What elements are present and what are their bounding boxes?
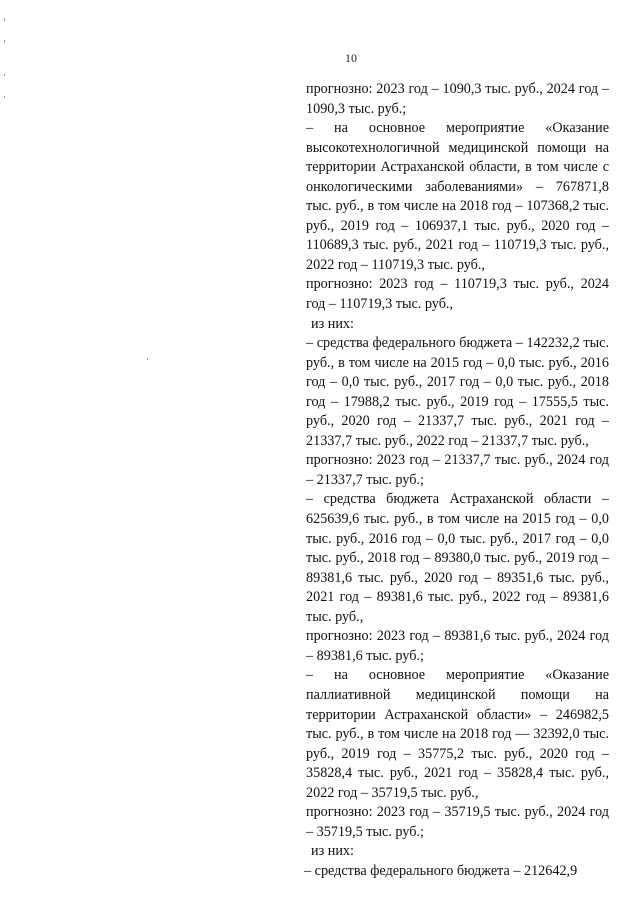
scan-mark <box>147 358 148 360</box>
paragraph: – средства федерального бюджета – 212642,9 <box>304 862 578 879</box>
paragraph: прогнозно: 2023 год – 21337,7 тыс. руб., 2024 год – 21337,7 тыс. руб.; <box>306 452 609 488</box>
paragraph: прогнозно: 2023 год – 1090,3 тыс. руб., 2024 год – 1090,3 тыс. руб.; <box>306 81 609 117</box>
scan-mark <box>4 40 5 43</box>
paragraph: – средства бюджета Астраханской области – 625639,6 тыс. руб., в том числе на 2015 год – 0,0 тыс. руб., 2016 год – 0,0 тыс. руб., 2017 год – 0,0 тыс. руб., 2018 год – 89380,0 тыс. руб., 2019 год – 89381,6 тыс. руб., 2020 год – 89351,6 тыс. руб., 2021 год – 89381,6 тыс. руб., 2022 год – 89381,6 тыс. руб., <box>306 491 609 625</box>
scan-mark <box>4 96 5 98</box>
paragraph: – на основное мероприятие «Оказание паллиативной медицинской помощи на территории Астраханской области» – 246982,5 тыс. руб., в том числе на 2018 год — 32392,0 тыс. руб., 2019 год – 35775,2 тыс. руб., 2020 год – 35828,4 тыс. руб., 2021 год – 35828,4 тыс. руб., 2022 год – 35719,5 тыс. руб., <box>306 667 609 801</box>
paragraph: прогнозно: 2023 год – 35719,5 тыс. руб., 2024 год – 35719,5 тыс. руб.; <box>306 804 609 840</box>
paragraph: – средства федерального бюджета – 142232,2 тыс. руб., в том числе на 2015 год – 0,0 тыс. руб., 2016 год – 0,0 тыс. руб., 2017 год – 0,0 тыс. руб., 2018 год – 17988,2 тыс. руб., 2019 год – 17555,5 тыс. руб., 2020 год – 21337,7 тыс. руб., 2021 год – 21337,7 тыс. руб., 2022 год – 21337,7 тыс. руб., <box>306 335 609 449</box>
list-heading: из них: <box>311 315 354 332</box>
scan-mark <box>4 18 5 21</box>
page-number: 10 <box>345 51 357 65</box>
document-body <box>306 80 609 881</box>
scan-mark <box>4 74 5 76</box>
paragraph: прогнозно: 2023 год – 110719,3 тыс. руб., 2024 год – 110719,3 тыс. руб., <box>306 276 609 313</box>
paragraph: прогнозно: 2023 год – 89381,6 тыс. руб., 2024 год – 89381,6 тыс. руб.; <box>306 628 609 664</box>
paragraph: – на основное мероприятие «Оказание высокотехнологичной медицинской помощи на территории Астраханской области, в том числе с онкологическими заболеваниями» – 767871,8 тыс. руб., в том числе на 2018 год – 107368,2 тыс. руб., 2019 год – 106937,1 тыс. руб., 2020 год – 110689,3 тыс. руб., 2021 год – 110719,3 тыс. руб., 2022 год – 110719,3 тыс. руб., <box>306 120 609 273</box>
list-heading: из них: <box>311 843 354 860</box>
